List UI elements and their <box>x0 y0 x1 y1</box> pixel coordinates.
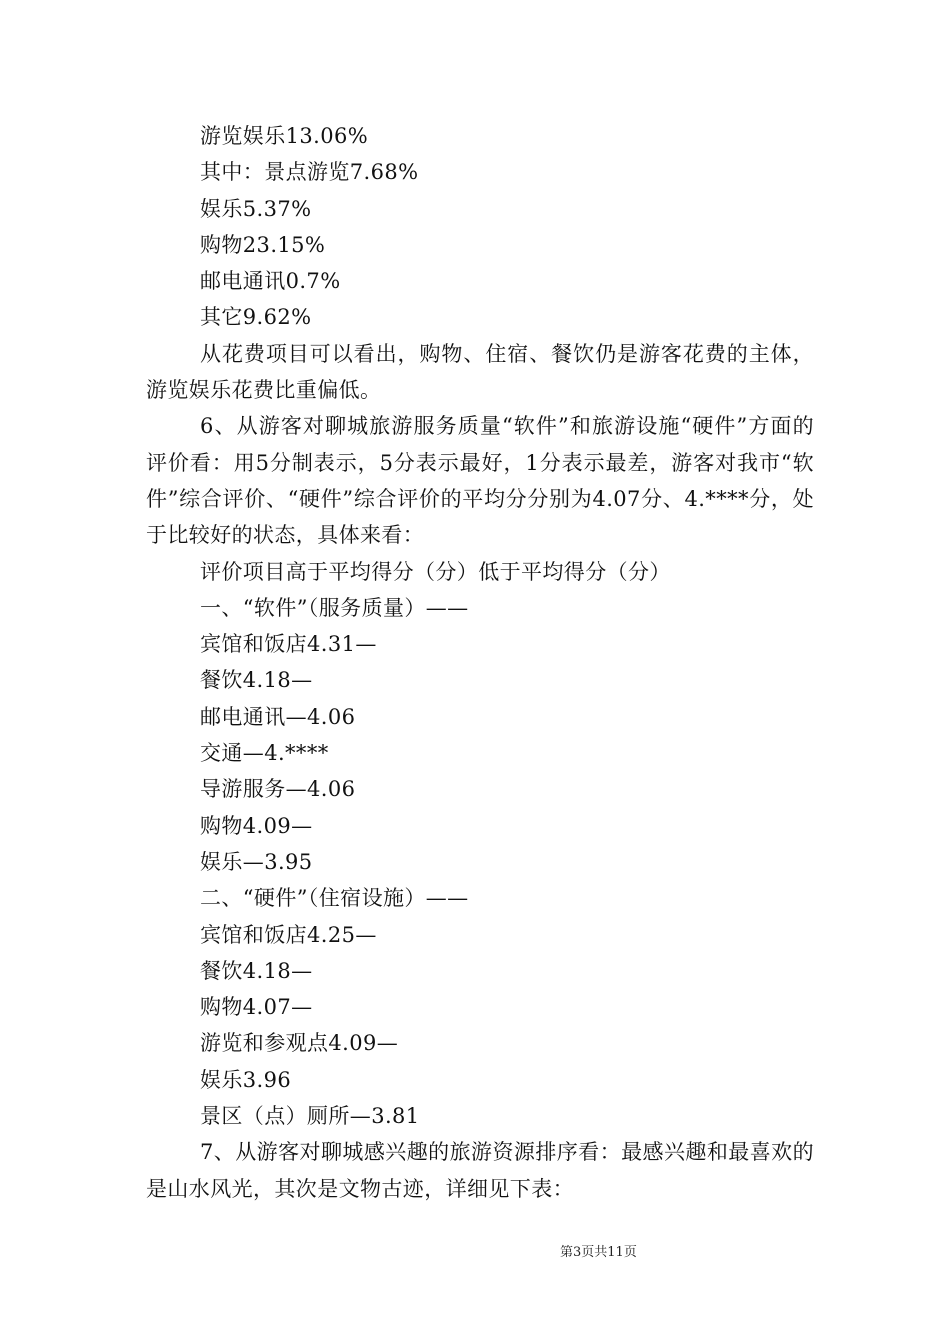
table-header-line: 评价项目高于平均得分（分）低于平均得分（分） <box>200 559 671 584</box>
text-line: 其中：景点游览7.68% <box>200 160 419 185</box>
text-line: 购物23.15% <box>200 232 326 257</box>
section-heading-hardware: 二、“硬件”（住宿设施）—— <box>200 886 469 911</box>
text-line: 其它9.62% <box>200 305 312 330</box>
document-body <box>146 118 814 1207</box>
section-heading-software: 一、“软件”（服务质量）—— <box>200 595 469 620</box>
rating-line: 娱乐—3.95 <box>200 849 313 874</box>
page-number-footer: 第3页共11页 <box>560 1245 637 1260</box>
text-line: 邮电通讯0.7% <box>200 269 341 294</box>
paragraph-service-evaluation: 6、从游客对聊城旅游服务质量“软件”和旅游设施“硬件”方面的评价看：用5分制表示，5分表示最好，1分表示最差，游客对我市“软件”综合评价、“硬件”综合评价的平均分分别为4.07分、4.****分，处于比较好的状态，具体来看： <box>146 414 814 548</box>
text-line: 娱乐5.37% <box>200 196 312 221</box>
paragraph-spending-summary: 从花费项目可以看出，购物、住宿、餐饮仍是游客花费的主体，游览娱乐花费比重偏低。 <box>146 341 814 403</box>
rating-line: 交通—4.**** <box>200 741 329 766</box>
rating-line: 餐饮4.18— <box>200 958 313 983</box>
paragraph-resource-interest: 7、从游客对聊城感兴趣的旅游资源排序看：最感兴趣和最喜欢的是山水风光，其次是文物古迹，详细见下表： <box>146 1140 814 1201</box>
rating-line: 游览和参观点4.09— <box>200 1031 399 1056</box>
text-line: 游览娱乐13.06% <box>200 124 369 148</box>
rating-line: 餐饮4.18— <box>200 668 313 693</box>
rating-line: 景区（点）厕所—3.81 <box>200 1104 420 1129</box>
rating-line: 购物4.09— <box>200 813 313 838</box>
rating-line: 娱乐3.96 <box>200 1067 292 1092</box>
rating-line: 购物4.07— <box>200 995 313 1020</box>
rating-line: 宾馆和饭店4.31— <box>200 632 377 657</box>
rating-line: 邮电通讯—4.06 <box>200 704 356 729</box>
rating-line: 宾馆和饭店4.25— <box>200 922 377 947</box>
rating-line: 导游服务—4.06 <box>200 777 356 802</box>
